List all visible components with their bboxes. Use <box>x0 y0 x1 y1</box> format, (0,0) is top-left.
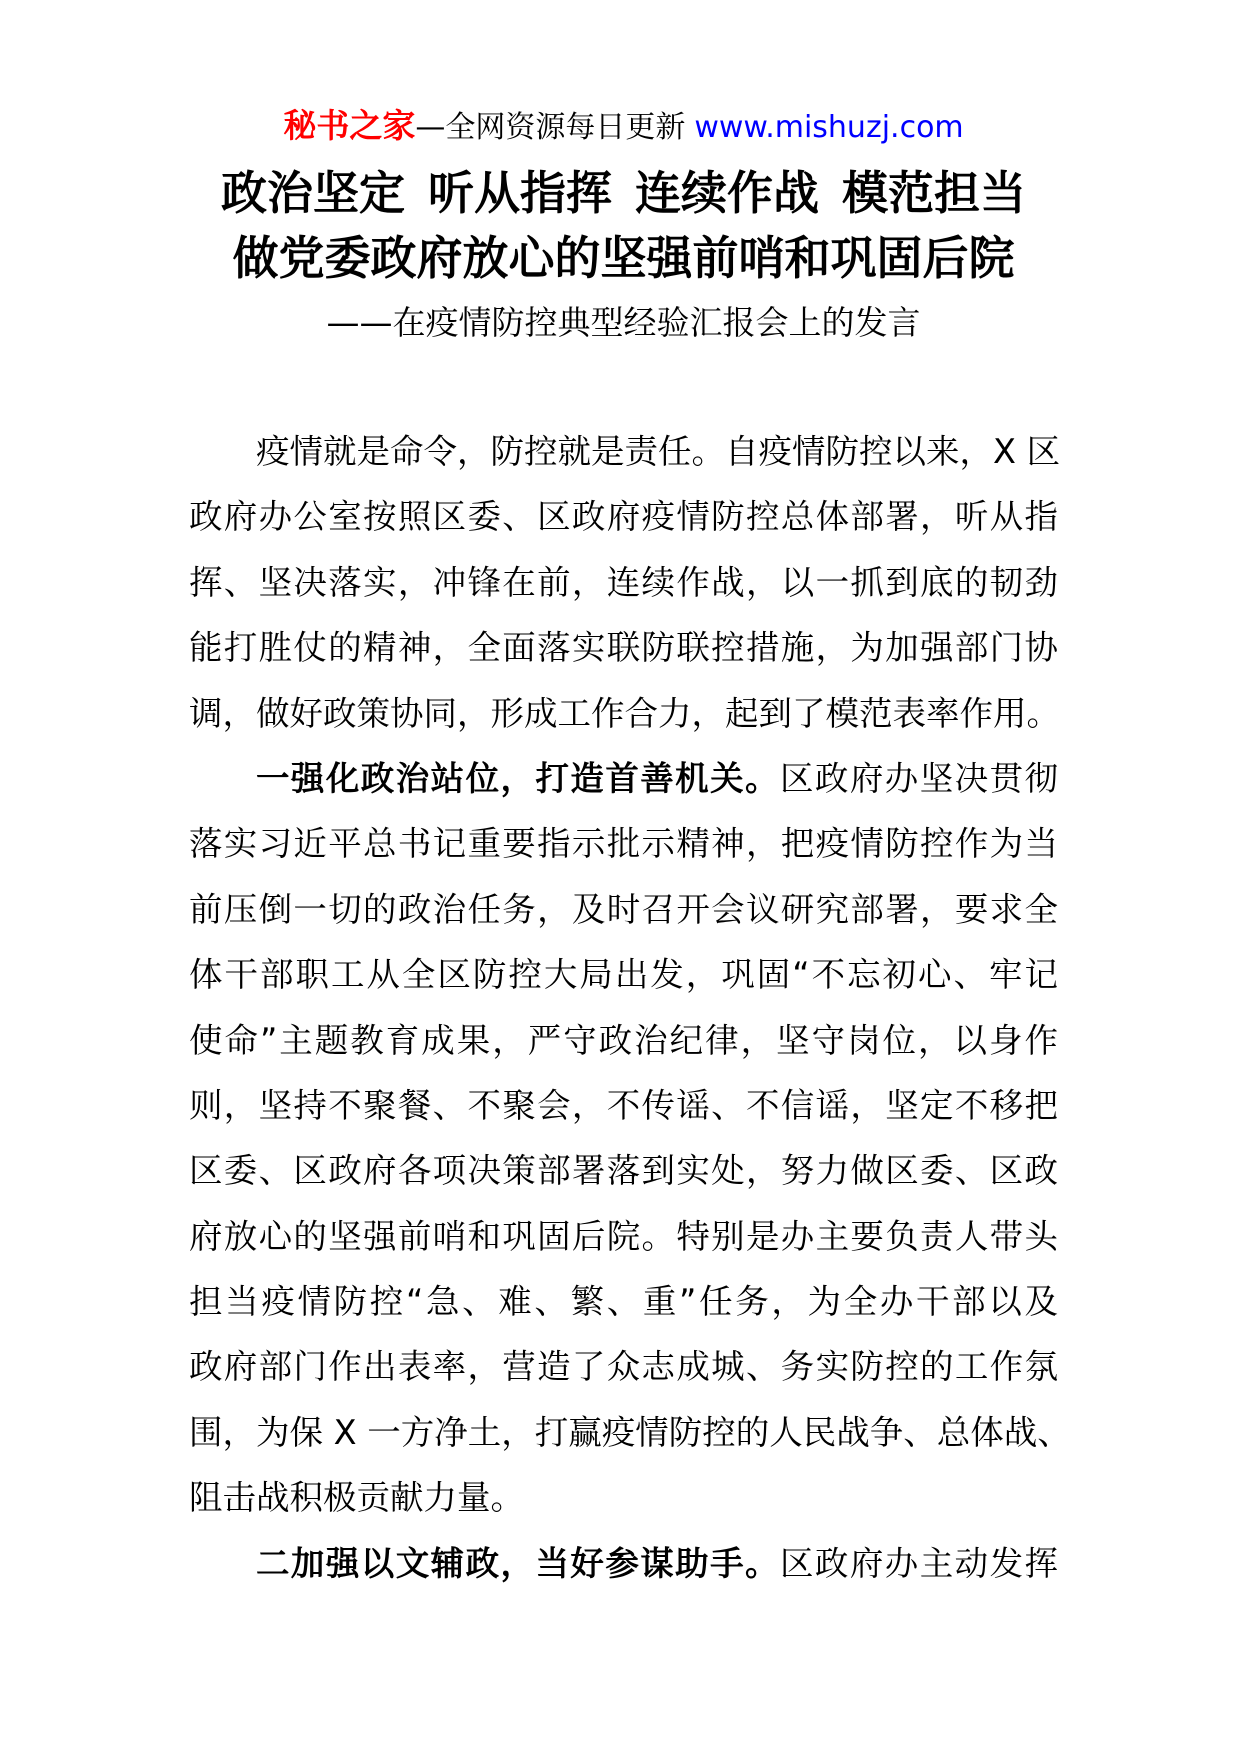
body-text: 区政府办主动发挥 <box>779 1543 1059 1583</box>
body-line: 挥、坚决落实，冲锋在前，连续作战，以一抓到底的韧劲 <box>189 562 1058 602</box>
document-subtitle: ——在疫情防控典型经验汇报会上的发言 <box>326 303 921 342</box>
body-line: 担当疫情防控“急、难、繁、重”任务，为全办干部以及 <box>189 1282 1058 1322</box>
body-line: 落实习近平总书记重要指示批示精神，把疫情防控作为当 <box>189 824 1058 864</box>
body-line: 围，为保 X 一方净土，打赢疫情防控的人民战争、总体战、 <box>189 1412 1071 1452</box>
site-banner <box>189 106 1058 146</box>
brand-name: 秘书之家 <box>283 106 416 145</box>
body-line: 政府部门作出表率，营造了众志成城、务实防控的工作氛 <box>189 1347 1058 1387</box>
body-line: 前压倒一切的政治任务，及时召开会议研究部署，要求全 <box>189 889 1058 929</box>
body-line <box>189 1531 1058 1596</box>
paragraph-2 <box>189 746 1071 1531</box>
section-heading: 二加强以文辅政，当好参谋助手。 <box>256 1543 780 1583</box>
body-line: 则，坚持不聚餐、不聚会，不传谣、不信谣，坚定不移把 <box>189 1085 1058 1125</box>
document-title-line-1: 政治坚定 听从指挥 连续作战 模范担当 <box>220 166 1027 220</box>
paragraph-1 <box>189 419 1061 746</box>
banner-url: www.mishuzj.com <box>694 110 964 145</box>
section-heading: 一强化政治站位，打造首善机关。 <box>256 758 780 798</box>
body-line: 区委、区政府各项决策部署落到实处，努力做区委、区政 <box>189 1151 1058 1191</box>
body-line: 使命”主题教育成果，严守政治纪律，坚守岗位，以身作 <box>189 1020 1058 1060</box>
paragraph-3 <box>189 1531 1058 1596</box>
document-body <box>189 419 1071 1596</box>
body-line <box>189 746 1058 811</box>
body-line: 疫情就是命令，防控就是责任。自疫情防控以来，X 区 <box>256 432 1061 471</box>
body-line: 政府办公室按照区委、区政府疫情防控总体部署，听从指 <box>189 497 1058 537</box>
body-line: 府放心的坚强前哨和巩固后院。特别是办主要负责人带头 <box>189 1216 1058 1256</box>
body-line: 阻击战积极贡献力量。 <box>189 1478 524 1518</box>
body-line: 能打胜仗的精神，全面落实联防联控措施，为加强部门协 <box>189 628 1058 668</box>
document-title-line-2: 做党委政府放心的坚强前哨和巩固后院 <box>232 231 1015 285</box>
banner-tagline: —全网资源每日更新 <box>415 110 686 145</box>
body-line: 体干部职工从全区防控大局出发，巩固“不忘初心、牢记 <box>189 955 1058 995</box>
body-line: 调，做好政策协同，形成工作合力，起到了模范表率作用。 <box>189 693 1060 733</box>
body-text: 区政府办坚决贯彻 <box>779 758 1059 798</box>
